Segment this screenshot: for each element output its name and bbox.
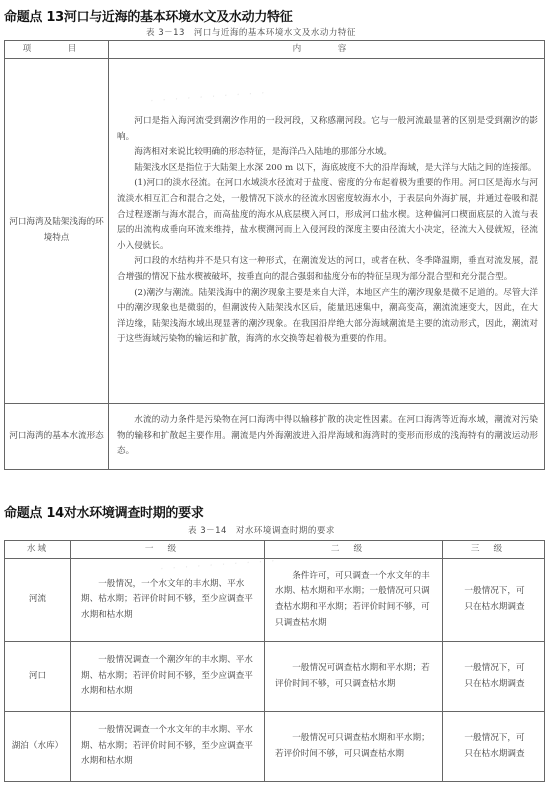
table-row <box>5 642 545 712</box>
watermark: · · · · · · · · · · <box>159 555 278 576</box>
row-content <box>109 404 545 470</box>
header-water: 水域 <box>5 541 71 559</box>
header-level-1: 一级 <box>71 541 265 559</box>
table-row <box>5 59 545 404</box>
cell-level-1 <box>71 642 265 712</box>
cell-text: 条件许可，可只调查一个水文年的丰水期、枯水期和平水期；一般情况可只调查枯水期和平水期；若评价时间不够，可只调查枯水期 <box>275 570 430 628</box>
cell-text: 一般情况可调查枯水期和平水期；若评价时间不够，可只调查枯水期 <box>275 662 430 689</box>
table-header-row <box>5 41 545 59</box>
cell-text: 一般情况下，可只在枯水期调查 <box>464 662 525 689</box>
table-row <box>5 559 545 642</box>
cell-text: 一般情况下，可只在枯水期调查 <box>464 732 525 759</box>
row-label: 河口海湾的基本水流形态 <box>5 404 109 470</box>
cell-water: 河口 <box>5 642 71 712</box>
cell-level-3 <box>443 712 545 782</box>
cell-level-1 <box>71 712 265 782</box>
cell-water: 河流 <box>5 559 71 642</box>
cell-level-2 <box>265 559 443 642</box>
cell-text: 一般情况，一个水文年的丰水期、平水期、枯水期；若评价时间不够，至少应调查平水期和枯水期 <box>81 578 253 620</box>
table-row <box>5 404 545 470</box>
header-item: 项 目 <box>5 41 109 59</box>
cell-level-3 <box>443 642 545 712</box>
paragraph: 陆架浅水区是指位于大陆架上水深 200 m 以下，海底坡度不大的沿岸海域，是大洋与大陆之间的连接部。 <box>134 162 537 173</box>
table-row <box>5 712 545 782</box>
section-14-heading: 命题点 14对水环境调查时期的要求 <box>4 506 204 521</box>
cell-level-2 <box>265 712 443 782</box>
table-3-14-caption: 表 3－14 对水环境调查时期的要求 <box>188 526 335 536</box>
cell-text: 一般情况调查一个水文年的丰水期、平水期、枯水期；若评价时间不够，至少应调查平水期和枯水期 <box>81 725 253 767</box>
cell-level-3 <box>443 559 545 642</box>
header-level-3: 三级 <box>443 541 545 559</box>
paragraph: (1)河口的淡水径流。在河口水域淡水径流对于盐度、密度的分布起着极为重要的作用。河口区是海水与河流淡水相互汇合和混合之处，一般情况下淡水的径流水因密度较海水小，于表层向外海扩展，并通过卷吸和混合过程逐渐与海水混合，而高盐度的海水从底层楔入河口，形成河口盐水楔。这种偏河口楔面底层的入流与表层的出流构成垂向环流来维持，盐水楔溯河而上入侵河段的深度主要由径流大小决定，径流大入侵就短，径流小入侵就长。 <box>117 178 538 251</box>
paragraph: (2)潮汐与潮流。陆架浅海中的潮汐现象主要是来自大洋，本地区产生的潮汐现象是微不足道的。尽管大洋中的潮汐现象也是微弱的，但潮波传入陆架浅水区后，能量迅速集中，潮高变高，潮流流速变大，因此，在大洋边缘，陆架浅海水域出现显著的潮汐现象。在我国沿岸绝大部分海域潮流是主要的流动形式，因此，潮流对于这些海域污染物的输运和扩散，海湾的水交换等起着极为重要的作用。 <box>117 287 538 345</box>
table-3-14 <box>4 540 545 782</box>
paragraph: 水流的动力条件是污染物在河口海湾中得以输移扩散的决定性因素。在河口海湾等近海水域，潮流对污染物的输移和扩散起主要作用。潮流是内外海潮波进入沿岸海域和海湾时的变形而形成的浅海特有的潮波运动形态。 <box>117 415 538 457</box>
cell-water: 湖泊（水库） <box>5 712 71 782</box>
row-label: 河口海湾及陆架浅海的环境特点 <box>5 59 109 404</box>
cell-level-2 <box>265 642 443 712</box>
cell-text: 一般情况可只调查枯水期和平水期；若评价时间不够，可只调查枯水期 <box>275 732 430 759</box>
paragraph: 海湾相对来说比较明确的形态特征，是海洋凸入陆地的那部分水域。 <box>134 147 393 158</box>
section-13-heading: 命题点 13河口与近海的基本环境水文及水动力特征 <box>4 10 293 25</box>
cell-text: 一般情况调查一个潮汐年的丰水期、平水期、枯水期；若评价时间不够，至少应调查平水期和枯水期 <box>81 655 253 697</box>
table-3-13 <box>4 40 545 470</box>
row-content <box>109 59 545 404</box>
cell-text: 一般情况下，可只在枯水期调查 <box>464 586 525 612</box>
header-level-2: 二级 <box>265 541 443 559</box>
watermark: · · · · · · · · · · <box>149 87 268 108</box>
table-3-13-caption: 表 3－13 河口与近海的基本环境水文及水动力特征 <box>146 28 356 38</box>
header-content: 内 容 <box>109 41 545 59</box>
paragraph: 河口段的水结构并不是只有这一种形式，在潮流发达的河口，或者在秋、冬季降温期，垂直对流发展，混合增强的情况下盐水楔被破坏，按垂直向的混合强弱和盐度分布的特征呈现为部分混合型和充分混合型。 <box>117 256 538 282</box>
paragraph: 河口是指入海河流受到潮汐作用的一段河段，又称感潮河段。它与一般河流最显著的区别是受到潮汐的影响。 <box>117 116 538 142</box>
